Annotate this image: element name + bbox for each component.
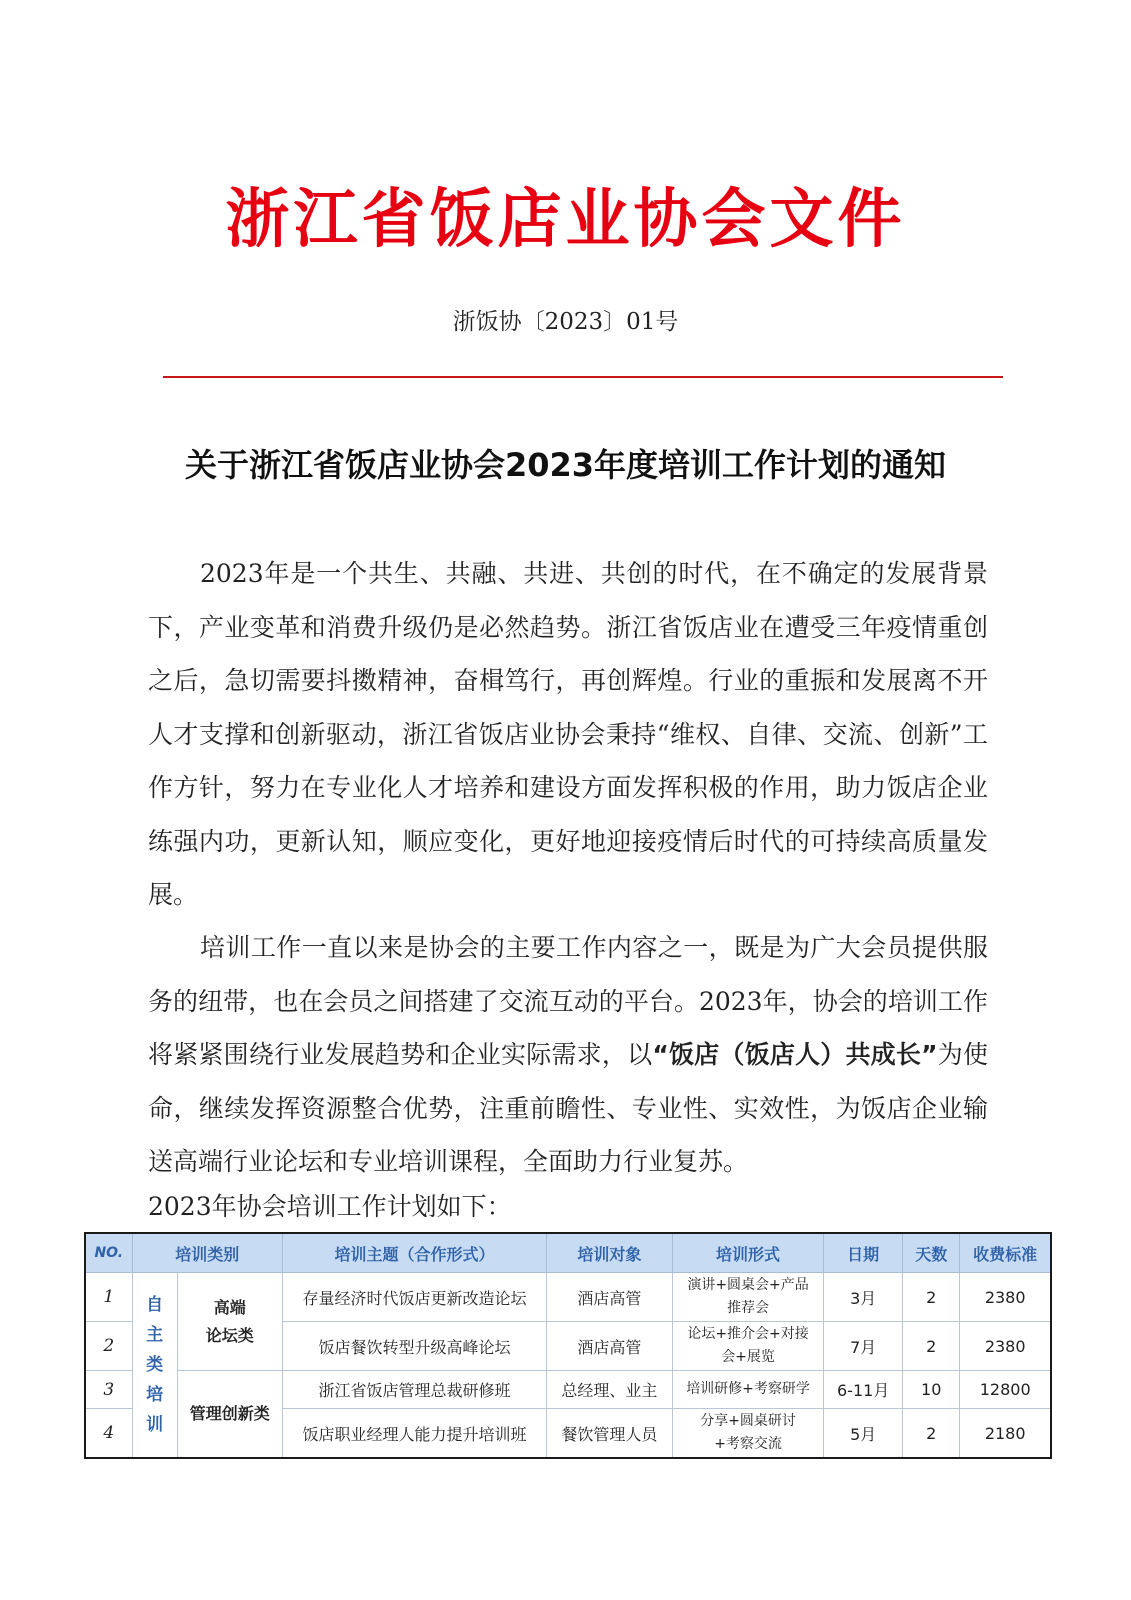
row-number: 1 (85, 1273, 132, 1322)
paragraph-1: 2023年是一个共生、共融、共进、共创的时代，在不确定的发展背景下，产业变革和消费升级仍是必然趋势。浙江省饭店业在遭受三年疫情重创之后，急切需要抖擞精神，奋楫笃行，再创辉煌。行业的重振和发展离不开人才支撑和创新驱动，浙江省饭店业协会秉持“维权、自律、交流、创新”工作方针，努力在专业化人才培养和建设方面发挥积极的作用，助力饭店企业练强内功，更新认知，顺应变化，更好地迎接疫情后时代的可持续高质量发展。 (148, 559, 988, 909)
fee-cell: 12800 (960, 1371, 1051, 1409)
row-number: 4 (85, 1409, 132, 1459)
red-divider (163, 376, 1003, 378)
subcategory-forum (177, 1273, 282, 1371)
header-audience: 培训对象 (546, 1233, 672, 1273)
header-topic: 培训主题（合作形式） (282, 1233, 546, 1273)
audience-cell: 餐饮管理人员 (546, 1409, 672, 1459)
audience-cell: 总经理、业主 (546, 1371, 672, 1409)
fee-cell: 2380 (960, 1273, 1051, 1322)
document-number: 浙饭协〔2023〕01号 (452, 309, 679, 335)
plan-intro: 2023年协会培训工作计划如下： (148, 1192, 512, 1221)
header-date: 日期 (824, 1233, 903, 1273)
days-cell: 2 (903, 1273, 960, 1322)
header-category: 培训类别 (132, 1233, 282, 1273)
format-line: 推荐会 (727, 1300, 770, 1316)
masthead-title: 浙江省饭店业协会文件 (225, 182, 906, 257)
format-cell (672, 1409, 823, 1459)
audience-cell: 酒店高管 (546, 1273, 672, 1322)
fee-cell: 2180 (960, 1409, 1051, 1459)
format-line: 论坛+推介会+对接 (687, 1326, 809, 1342)
topic-cell: 存量经济时代饭店更新改造论坛 (282, 1273, 546, 1322)
format-line: 会+展览 (721, 1349, 775, 1365)
format-line: 演讲+圆桌会+产品 (687, 1277, 809, 1293)
date-cell: 6-11月 (824, 1371, 903, 1409)
row-number: 2 (85, 1322, 132, 1371)
table-row (85, 1273, 1051, 1322)
days-cell: 10 (903, 1371, 960, 1409)
days-cell: 2 (903, 1409, 960, 1459)
topic-cell: 饭店职业经理人能力提升培训班 (282, 1409, 546, 1459)
category-char: 主 (146, 1325, 164, 1345)
header-no: NO. (85, 1233, 132, 1273)
table-row (85, 1371, 1051, 1409)
category-char: 训 (146, 1415, 164, 1435)
date-cell: 5月 (824, 1409, 903, 1459)
training-plan-table (84, 1232, 1052, 1459)
topic-cell: 浙江省饭店管理总裁研修班 (282, 1371, 546, 1409)
paragraph-2 (148, 921, 988, 1189)
format-cell: 培训研修+考察研学 (672, 1371, 823, 1409)
format-cell (672, 1273, 823, 1322)
days-cell: 2 (903, 1322, 960, 1371)
paragraph-2-part-a: 培训工作一直以来是协会的主要工作内容之一，既是为广大会员提供服务的纽带，也在会员之间搭建了交流互动的平台。2023年，协会的培训工作将紧紧围绕行业发展趋势和企业实际需求，以 (148, 933, 988, 1069)
mission-slogan: “饭店（饭店人）共成长” (652, 1040, 938, 1069)
header-fee: 收费标准 (960, 1233, 1051, 1273)
fee-cell: 2380 (960, 1322, 1051, 1371)
category-char: 自 (146, 1295, 164, 1315)
header-days: 天数 (903, 1233, 960, 1273)
topic-cell: 饭店餐饮转型升级高峰论坛 (282, 1322, 546, 1371)
row-number: 3 (85, 1371, 132, 1409)
date-cell: 7月 (824, 1322, 903, 1371)
date-cell: 3月 (824, 1273, 903, 1322)
header-format: 培训形式 (672, 1233, 823, 1273)
subcategory-management: 管理创新类 (177, 1371, 282, 1459)
category-char: 培 (146, 1385, 164, 1405)
category-self-training (132, 1273, 177, 1459)
subcategory-forum-line1: 高端 (213, 1297, 246, 1317)
format-cell (672, 1322, 823, 1371)
paragraph-2-part-b: 为使命，继续发挥资源整合优势，注重前瞻性、专业性、实效性，为饭店企业输送高端行业论坛和专业培训课程，全面助力行业复苏。 (148, 1040, 988, 1176)
notice-title: 关于浙江省饭店业协会2023年度培训工作计划的通知 (184, 446, 947, 484)
format-line: +考察交流 (714, 1436, 782, 1452)
audience-cell: 酒店高管 (546, 1322, 672, 1371)
format-line: 分享+圆桌研讨 (700, 1413, 796, 1429)
category-char: 类 (146, 1355, 164, 1375)
subcategory-forum-line2: 论坛类 (205, 1325, 254, 1345)
table-header-row (85, 1233, 1051, 1273)
